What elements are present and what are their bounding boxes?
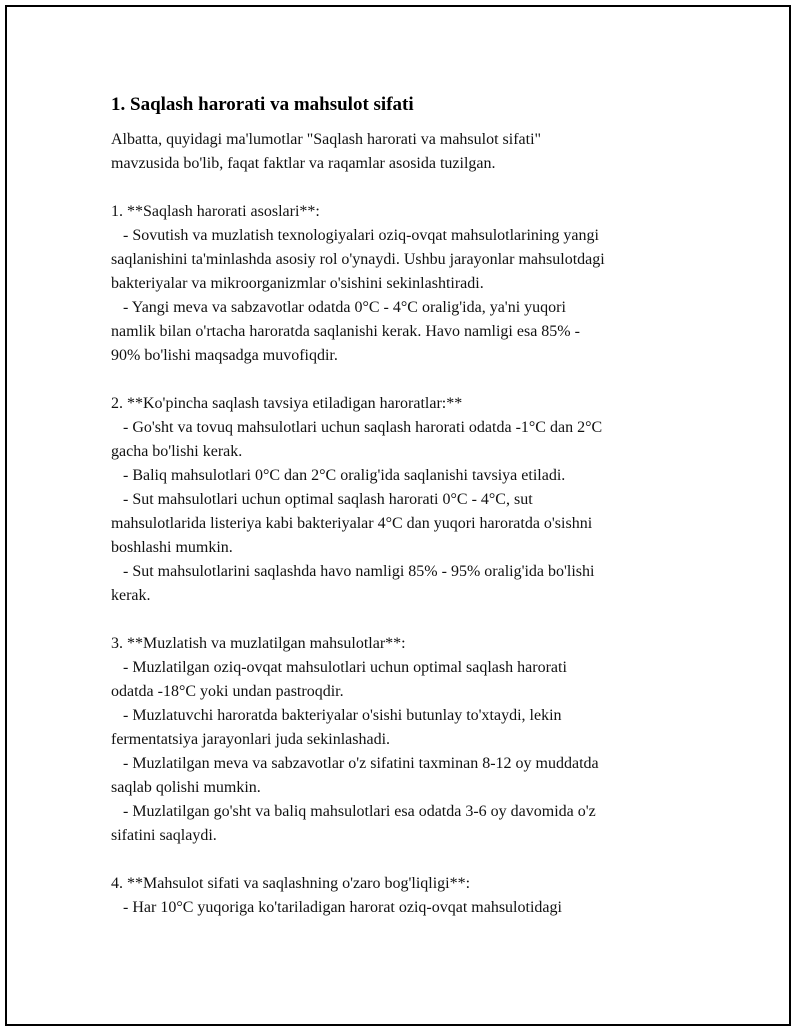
page-title: 1. Saqlash harorati va mahsulot sifati xyxy=(111,94,414,115)
body-text: Albatta, quyidagi ma'lumotlar "Saqlash harorati va mahsulot sifati" mavzusida bo'lib, faqat faktlar va raqamlar asosida tuzilgan. 1. **Saqlash harorati asoslari**: - Sovutish va muzlatish texnologiyalari oziq-ovqat mahsulotlarining yangi saqlanishini ta'minlashda asosiy rol o'ynaydi. Ushbu jarayonlar mahsulotdagi bakteriyalar va mikroorganizmlar o'sishini sekinlashtiradi. - Yangi meva va sabzavotlar odatda 0°C - 4°C oralig'ida, ya'ni yuqori namlik bilan o'rtacha haroratda saqlanishi kerak. Havo namligi esa 85% - 90% bo'lishi maqsadga muvofiqdir. 2. **Ko'pincha saqlash tavsiya etiladigan haroratlar:** - Go'sht va tovuq mahsulotlari uchun saqlash harorati odatda -1°C dan 2°C gacha bo'lishi kerak. - Baliq mahsulotlari 0°C dan 2°C oralig'ida saqlanishi tavsiya etiladi. - Sut mahsulotlari uchun optimal saqlash harorati 0°C - 4°C, sut mahsulotlarida listeriya kabi bakteriyalar 4°C dan yuqori haroratda o'sishni boshlashi mumkin. - Sut mahsulotlarini saqlashda havo namligi 85% - 95% oralig'ida bo'lishi kerak. 3. **Muzlatish va muzlatilgan mahsulotlar**: - Muzlatilgan oziq-ovqat mahsulotlari uchun optimal saqlash harorati odatda -18°C yoki undan pastroqdir. - Muzlatuvchi haroratda bakteriyalar o'sishi butunlay to'xtaydi, lekin fermentatsiya jarayonlari juda sekinlashadi. - Muzlatilgan meva va sabzavotlar o'z sifatini taxminan 8-12 oy muddatda saqlab qolishi mumkin. - Muzlatilgan go'sht va baliq mahsulotlari esa odatda 3-6 oy davomida o'z sifatini saqlaydi. 4. **Mahsulot sifati va saqlashning o'zaro bog'liqligi**: - Har 10°C yuqoriga ko'tariladigan harorat oziq-ovqat mahsulotidagi xyxy=(111,131,605,916)
document-content xyxy=(111,92,691,920)
